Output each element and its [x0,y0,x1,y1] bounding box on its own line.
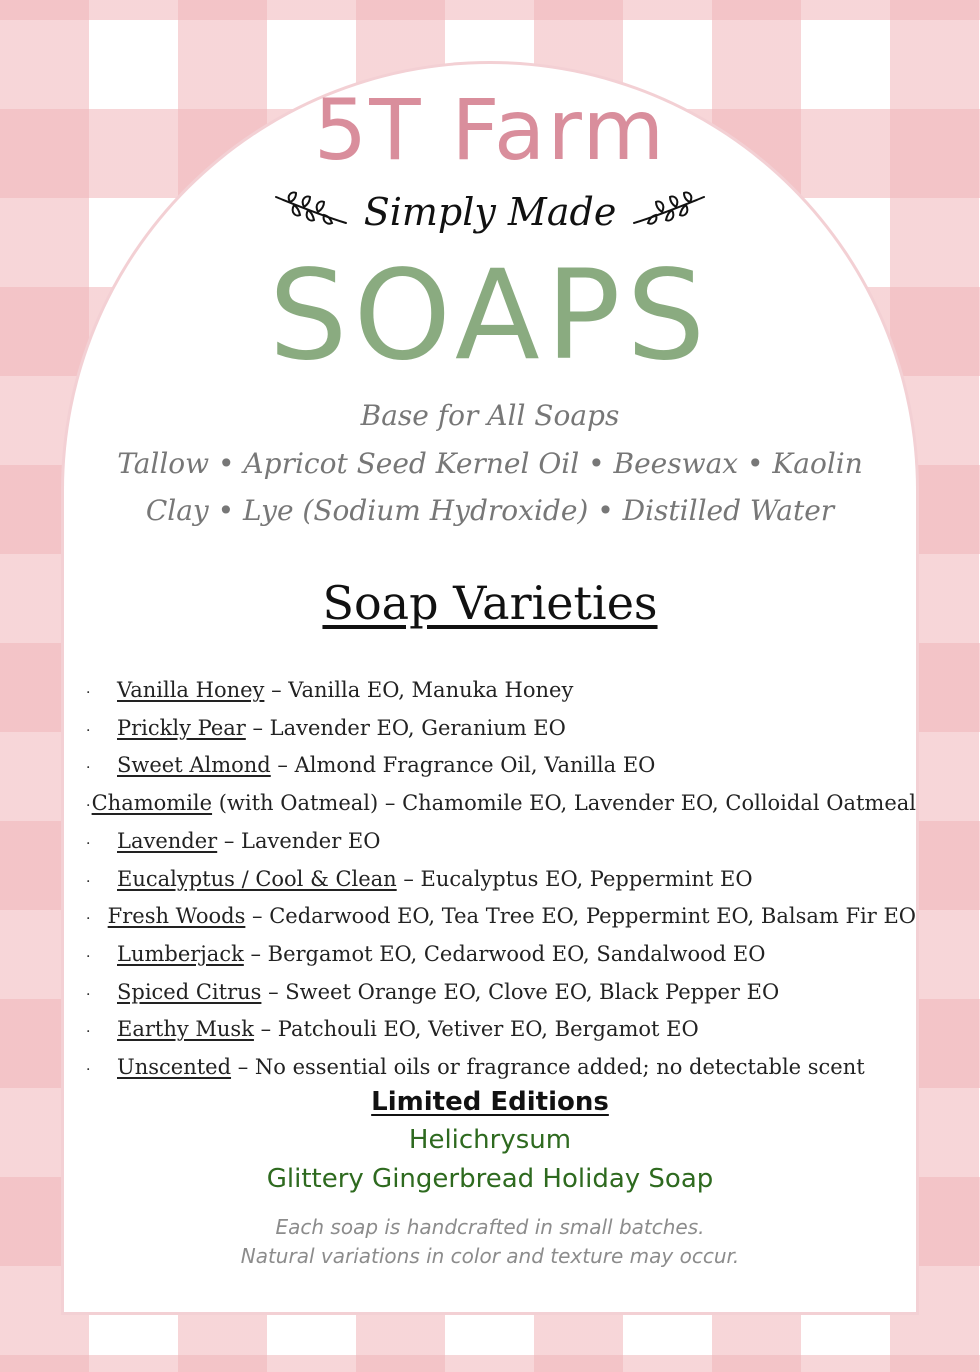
base-ingredients: Tallow • Apricot Seed Kernel Oil • Beeswax • Kaolin Clay • Lye (Sodium Hydroxide) • Distilled Water [117,447,863,527]
variety-name[interactable]: Spiced Citrus [117,979,262,1004]
tagline: Simply Made [363,190,617,234]
leaf-sprig-icon [630,189,708,235]
list-item [86,899,916,937]
base-title: Base for All Soaps [360,399,620,432]
bullet: · [86,911,91,928]
bullet: · [86,948,91,965]
bullet: · [86,722,91,739]
variety-name[interactable]: Unscented [117,1055,232,1080]
variety-qualifier: (with Oatmeal) [212,791,379,816]
variety-description: – Almond Fragrance Oil, Vanilla EO [270,753,656,778]
product-title: SOAPS [268,244,712,388]
variety-name[interactable]: Chamomile [91,791,213,816]
variety-description: – Lavender EO, Geranium EO [245,715,566,740]
variety-name[interactable]: Lavender [117,828,218,853]
bullet: · [86,798,91,815]
bullet: · [86,685,91,701]
variety-description: – Cedarwood EO, Tea Tree EO, Peppermint EO, Balsam Fir EO [245,904,916,929]
variety-description: – Eucalyptus EO, Peppermint EO [396,866,753,891]
limited-editions-heading-text: Limited Editions [371,1087,609,1117]
variety-description: – No essential oils or fragrance added; no detectable scent [231,1055,865,1080]
variety-name[interactable]: Earthy Musk [117,1017,254,1042]
variety-description: – Patchouli EO, Vetiver EO, Bergamot EO [253,1017,699,1042]
bullet: · [86,760,91,777]
bullet: · [86,873,91,890]
variety-name[interactable]: Sweet Almond [117,753,271,778]
variety-name[interactable]: Vanilla Honey [117,678,265,702]
list-item [86,824,916,862]
variety-description: – Lavender EO [217,828,381,853]
brand-title: 5T Farm [313,81,667,179]
bullet: · [86,835,91,852]
list-item [86,975,916,1013]
limited-item: Glittery Gingerbread Holiday Soap [266,1164,714,1194]
bullet: · [86,986,91,1003]
limited-editions-heading [0,1083,980,1121]
list-item [86,673,916,711]
footnote-line: Natural variations in color and texture may occur. [240,1244,740,1268]
variety-list [86,673,916,1088]
limited-item: Helichrysum [408,1125,572,1155]
variety-description: – Vanilla EO, Manuka Honey [264,678,574,702]
leaf-sprig-icon [272,189,350,235]
variety-description: – Sweet Orange EO, Clove EO, Black Pepper EO [261,979,780,1004]
list-item [86,862,916,900]
footnote-line: Each soap is handcrafted in small batches. [275,1215,705,1239]
varieties-heading [0,572,980,634]
bullet: · [86,1062,91,1079]
list-item [86,786,916,824]
bullet: · [86,1024,91,1041]
variety-description: – Chamomile EO, Lavender EO, Colloidal Oatmeal [378,791,916,816]
list-item [86,711,916,749]
variety-name[interactable]: Lumberjack [117,941,244,966]
variety-name[interactable]: Fresh Woods [107,904,246,929]
variety-name[interactable]: Eucalyptus / Cool & Clean [117,866,397,891]
list-item [86,748,916,786]
list-item [86,1012,916,1050]
variety-name[interactable]: Prickly Pear [117,715,246,740]
tagline-row [0,182,980,242]
varieties-heading-text: Soap Varieties [322,576,658,630]
list-item [86,937,916,975]
variety-description: – Bergamot EO, Cedarwood EO, Sandalwood EO [243,941,766,966]
